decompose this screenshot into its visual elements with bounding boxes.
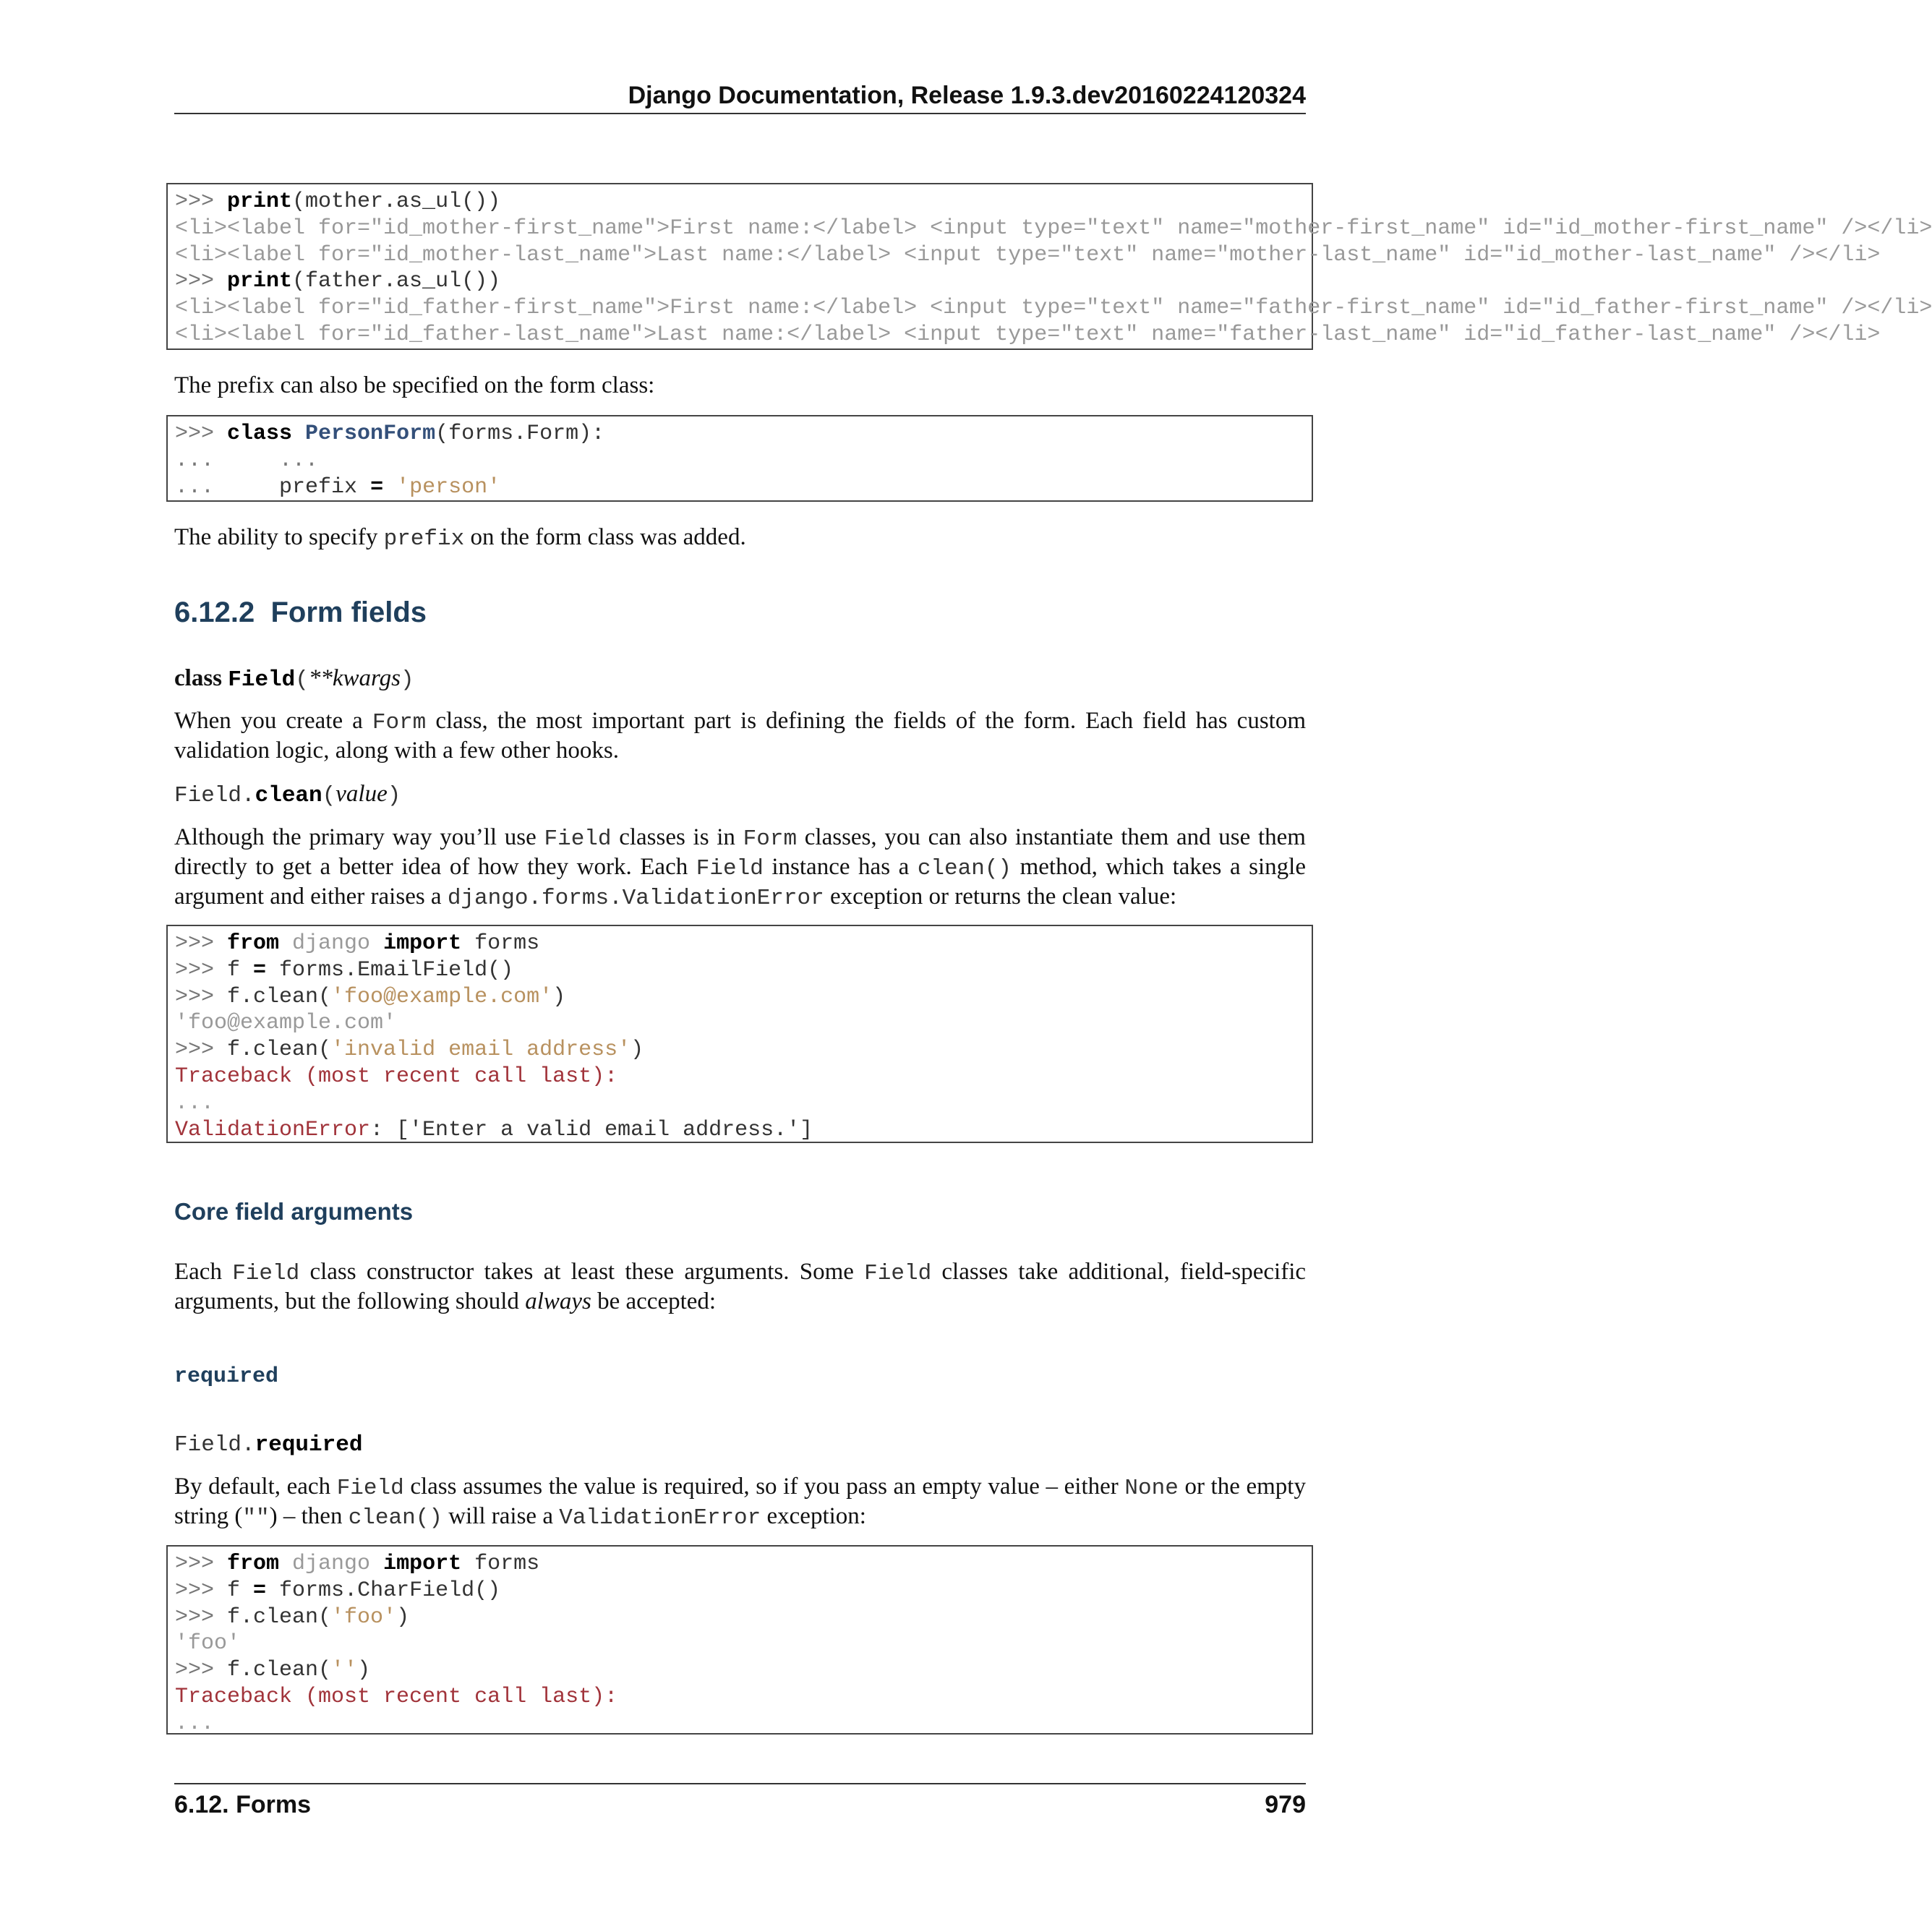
code-output-line: <li><label for="id_father-last_name">Last name:</label> <input type="text" name="father-last_name" id="id_father-last_name" /></li>	[175, 322, 1881, 347]
code-block-char-field: >>> from django import forms >>> f = forms.CharField() >>> f.clean('foo') 'foo' >>> f.clean('') Traceback (most recent call last): ...	[166, 1545, 1313, 1735]
footer-section: 6.12. Forms	[174, 1791, 311, 1818]
code-block-email-field: >>> from django import forms >>> f = forms.EmailField() >>> f.clean('foo@example.com') 'foo@example.com' >>> f.clean('invalid email address') Traceback (most recent call last): ... ValidationError: ['Enter a valid email address.']	[166, 925, 1313, 1143]
header-title: Django Documentation, Release 1.9.3.dev20160224120324	[628, 82, 1306, 109]
code-output-line: <li><label for="id_father-first_name">First name:</label> <input type="text" name="father-first_name" id="id_father-first_name" /></li>	[175, 296, 1932, 321]
attribute-required-signature: Field.required	[174, 1432, 363, 1458]
paragraph-clean-method: Although the primary way you’ll use Field classes is in Form classes, you can also instantiate them and use them directly to get a better idea of how they work. Each Field instance has a clean() method, which takes a single argument and either raises a django.forms.ValidationError exception or returns the clean value:	[174, 824, 1306, 911]
page-header	[174, 78, 1306, 114]
paragraph-core-arguments: Each Field class constructor takes at least these arguments. Some Field classes take additional, field-specific arguments, but the following should always be accepted:	[174, 1259, 1307, 1314]
method-clean-signature: Field.clean(value)	[174, 781, 401, 808]
class-field-signature: class Field(**kwargs)	[174, 665, 414, 693]
page-footer	[174, 1783, 1306, 1825]
page-number: 979	[1265, 1791, 1306, 1818]
paragraph-form-class: When you create a Form class, the most important part is defining the fields of the form. Each field has custom validation logic, along with a few other hooks.	[174, 708, 1306, 764]
subsection-heading: Core field arguments	[174, 1198, 414, 1225]
code-block-person-form: >>> class PersonForm(forms.Form): ... ... ... prefix = 'person'	[166, 415, 1313, 502]
section-heading: 6.12.2 Form fields	[174, 596, 427, 628]
code-block-as-ul: >>> print(mother.as_ul()) <li><label for="id_mother-first_name">First name:</label> <input type="text" name="mother-first_name" id="id_mother-first_name" /></li> <li><label for="id_mother-last_name">Last name:</label> <input type="text" name="mother-last_name" id="id_mother-last_name" /></li> >>> print(father.as_ul()) <li><label for="id_father-first_name">First name:</label> <input type="text" name="father-first_name" id="id_father-first_name" /></li> <li><label for="id_father-last_name">Last name:</label> <input type="text" name="father-last_name" id="id_father-last_name" /></li>	[166, 183, 1313, 350]
paragraph-prefix-added: The ability to specify prefix on the form class was added.	[174, 524, 746, 552]
paragraph-prefix-intro: The prefix can also be specified on the form class:	[174, 372, 655, 398]
required-heading: required	[174, 1364, 279, 1389]
paragraph-required-default: By default, each Field class assumes the value is required, so if you pass an empty value – either None or the empty string ("") – then clean() will raise a ValidationError exception:	[174, 1474, 1306, 1531]
code-output-line: <li><label for="id_mother-first_name">First name:</label> <input type="text" name="mother-first_name" id="id_mother-first_name" /></li>	[175, 215, 1932, 241]
code-output-line: <li><label for="id_mother-last_name">Last name:</label> <input type="text" name="mother-last_name" id="id_mother-last_name" /></li>	[175, 242, 1881, 268]
